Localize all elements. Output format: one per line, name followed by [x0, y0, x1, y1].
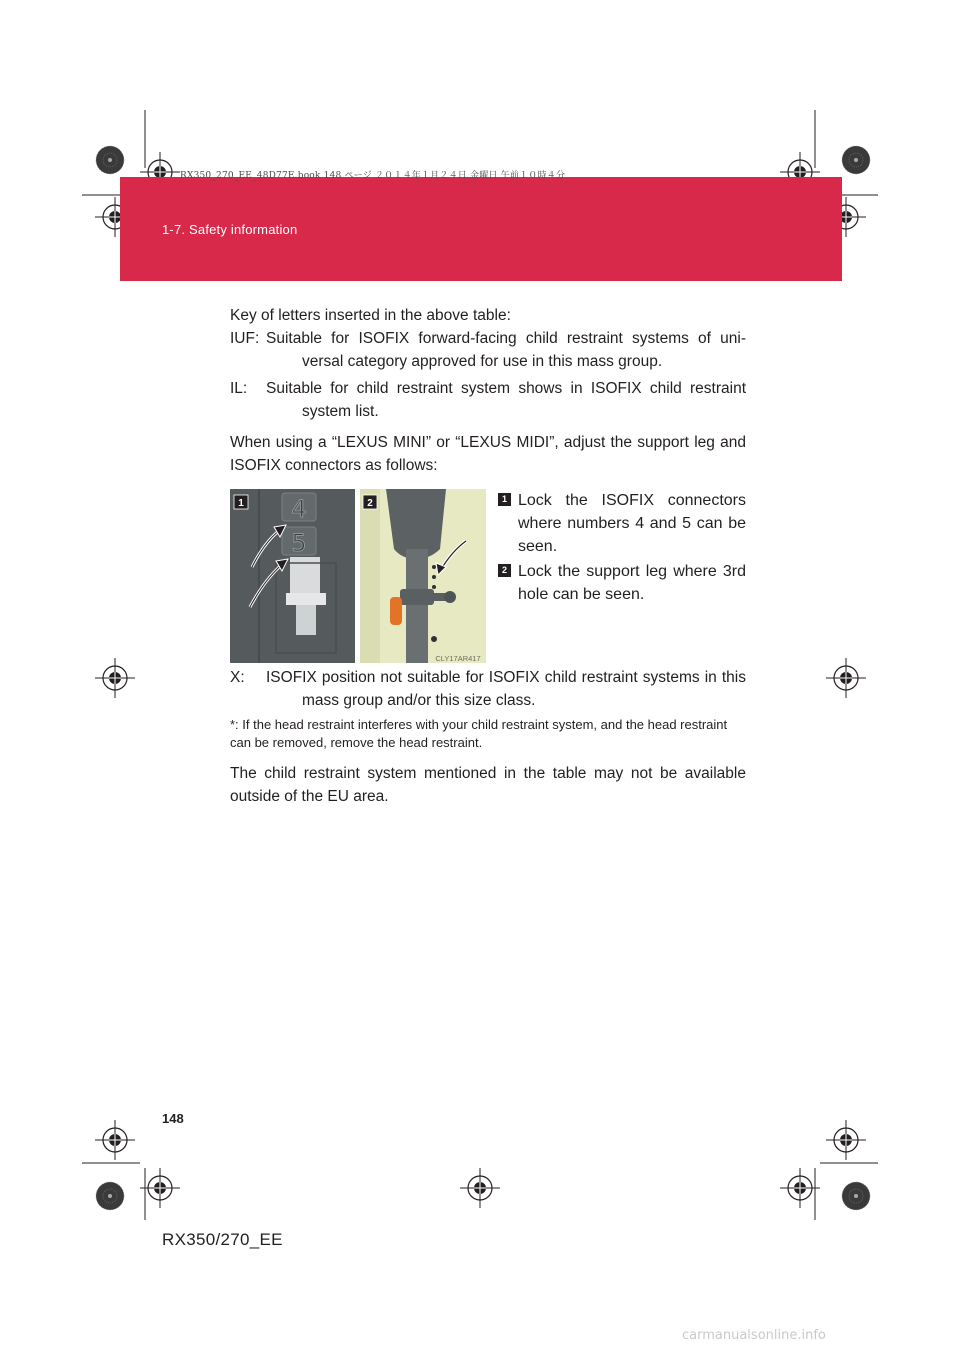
page-number: 148: [162, 1111, 184, 1126]
definition-iuf: [230, 327, 746, 373]
definition-text: Suitable for ISOFIX forward-facing child restraint systems of uni-versal category approved for use in this mass group.: [266, 330, 746, 370]
closing-paragraph: The child restraint system mentioned in the table may not be available outside of the EU area.: [230, 765, 746, 805]
definition-term: IUF:: [230, 330, 260, 347]
definition-text: ISOFIX position not suitable for ISOFIX child restraint systems in this mass group and/or this size class.: [266, 669, 746, 709]
isofix-illustration: [230, 489, 486, 663]
step-number: 2: [498, 564, 511, 577]
figure-code: CLY17AR417: [435, 654, 481, 663]
figure-label-2: 2: [367, 498, 373, 509]
definition-x: [230, 666, 746, 712]
definition-term: X:: [230, 669, 245, 686]
usage-instructions: When using a “LEXUS MINI” or “LEXUS MIDI”, adjust the support leg and ISOFIX connectors as follows:: [230, 434, 746, 474]
digit-5: 5: [291, 529, 307, 557]
definition-text: Suitable for child restraint system shows in ISOFIX child restraint system list.: [266, 380, 746, 420]
section-title: 1-7. Safety information: [162, 222, 298, 237]
definition-il: [230, 377, 746, 423]
book-reference: RX350_270_EE_48D77E.book 148 ページ ２０１４年１月２４日 金曜日 午前１０時４分: [180, 171, 566, 181]
step-2: [498, 560, 746, 608]
step-1: [498, 489, 746, 559]
figure-label-1: 1: [238, 498, 244, 509]
model-code: RX350/270_EE: [162, 1230, 283, 1249]
digit-4: 4: [291, 495, 307, 523]
step-text: Lock the ISOFIX connectors where numbers 4 and 5 can be seen.: [518, 492, 746, 555]
footnote: *: If the head restraint interferes with your child restraint system, and the head restraint can be removed, remove the head restraint.: [230, 717, 728, 750]
watermark: carmanualsonline.info: [682, 1328, 826, 1343]
step-number: 1: [498, 493, 511, 506]
key-intro: Key of letters inserted in the above table:: [230, 307, 511, 324]
step-text: Lock the support leg where 3rd hole can be seen.: [518, 563, 746, 603]
definition-term: IL:: [230, 380, 248, 397]
